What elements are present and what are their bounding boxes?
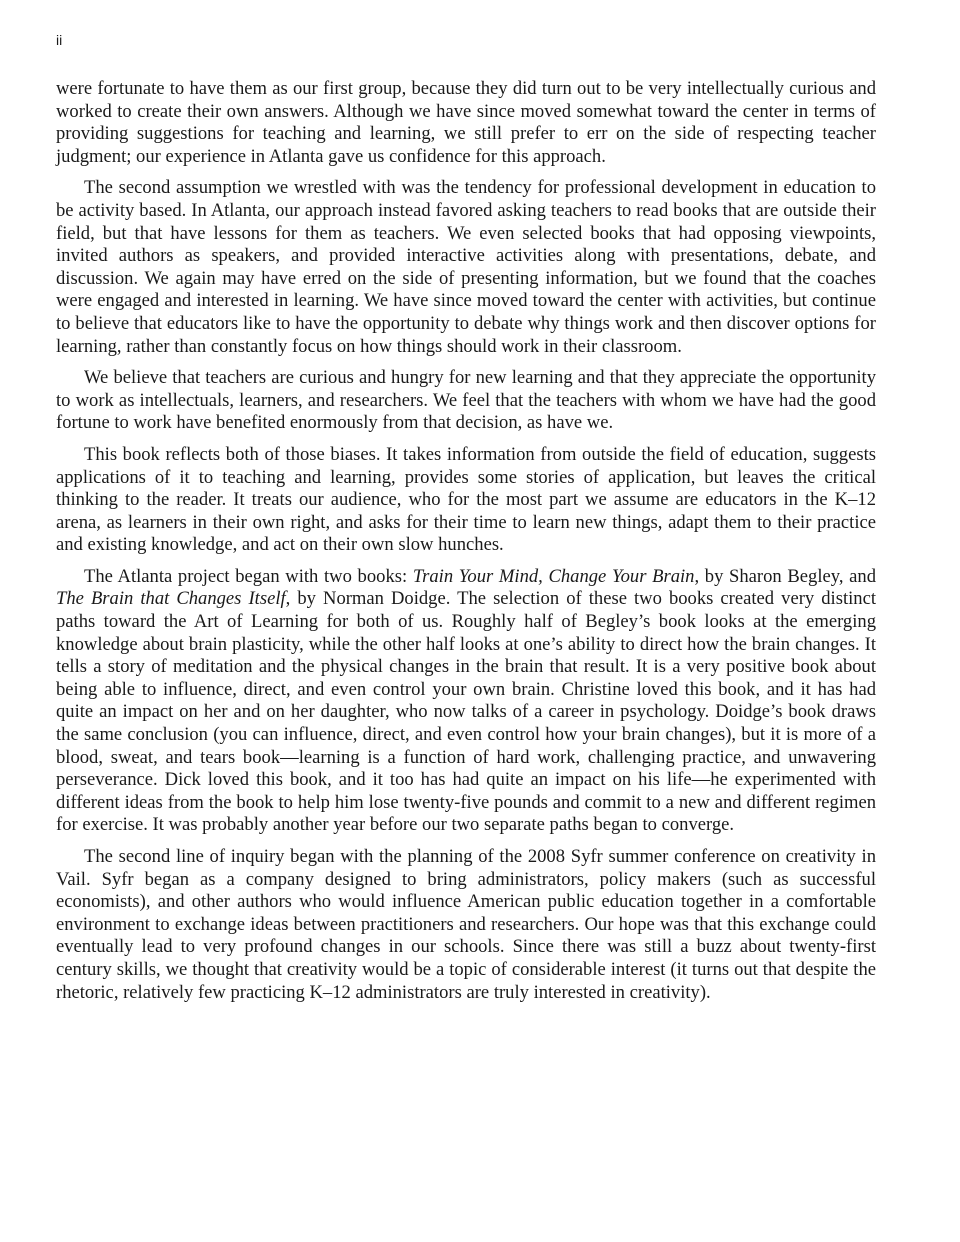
paragraph-4: This book reflects both of those biases. It takes information from outside the field of education, suggests applications of it to teaching and learning, provides some stories of application, but leaves the critical thinking to the reader. It treats our audience, who for the most part we assume are educators in the K–12 arena, as learners in their own right, and asks for their time to learn new things, adapt them to their practice and existing knowledge, and act on their own slow hunches. <box>56 443 876 556</box>
book-title-brain-that-changes-itself: The Brain that Changes Itself <box>56 588 286 610</box>
book-title-train-your-mind: Train Your Mind, Change Your Brain <box>412 565 695 587</box>
paragraph-5 <box>56 566 876 837</box>
body-text <box>56 78 876 1004</box>
paragraph-5-text-3: , by Norman Doidge. The selection of these two books created very distinct paths toward the Art of Learning for both of us. Roughly half of Begley’s book looks at the emerging knowledge about brain plasticity, while the other half looks at one’s ability to direct how the brain changes. It tells a story of meditation and the physical changes in the brain that result. It is a very positive book about being able to influence, direct, and even control your own brain. Christine loved this book, and it has had quite an impact on her and on her daughter, who now talks of a career in psychology. Doidge’s book draws the same conclusion (you can influence, direct, and even control how your brain changes), but it is more of a blood, sweat, and tears book—learning is a function of hard work, challenging practice, and unwavering perseverance. Dick loved this book, and it too has had quite an impact on his life—he experimented with different ideas from the book to help him lose twenty-five pounds and commit to a new and different regimen for exercise. It was probably another year before our two separate paths began to converge. <box>56 588 876 836</box>
paragraph-5-text-1: The Atlanta project began with two books: <box>84 565 413 587</box>
paragraph-3: We believe that teachers are curious and hungry for new learning and that they appreciate the opportunity to work as intellectuals, learners, and researchers. We feel that the teachers with whom we have had the good fortune to work have benefited enormously from that decision, as have we. <box>56 367 876 434</box>
page-number: ii <box>56 32 63 48</box>
paragraph-5-text-2: , by Sharon Begley, and <box>694 565 876 587</box>
book-page <box>56 30 876 1013</box>
paragraph-1: were fortunate to have them as our first group, because they did turn out to be very intellectually curious and worked to create their own answers. Although we have since moved somewhat toward the center in terms of providing suggestions for teaching and learning, we still prefer to err on the side of respecting teacher judgment; our experience in Atlanta gave us confidence for this approach. <box>56 78 876 167</box>
paragraph-6: The second line of inquiry began with the planning of the 2008 Syfr summer conference on creativity in Vail. Syfr began as a company designed to bring administrators, policy makers (such as successful economists), and other authors who would influence American public education together in a comfortable environment to exchange ideas between practitioners and researchers. Our hope was that this exchange could eventually lead to very profound changes in our schools. Since there was still a buzz about twenty-first century skills, we thought that creativity would be a topic of considerable interest (it turns out that despite the rhetoric, relatively few practicing K–12 administrators are truly interested in creativity). <box>56 846 876 1003</box>
paragraph-2: The second assumption we wrestled with was the tendency for professional development in education to be activity based. In Atlanta, our approach instead favored asking teachers to read books that are outside their field, but that have lessons for them as teachers. We even selected books that had opposing viewpoints, invited authors as speakers, and provided interactive activities along with presentations, debate, and discussion. We again may have erred on the side of presenting information, but we found that the coaches were engaged and interested in learning. We have since moved toward the center with activities, but continue to believe that educators like to have the opportunity to debate why things work and then discover options for learning, rather than constantly focus on how things should work in their classroom. <box>56 177 876 357</box>
